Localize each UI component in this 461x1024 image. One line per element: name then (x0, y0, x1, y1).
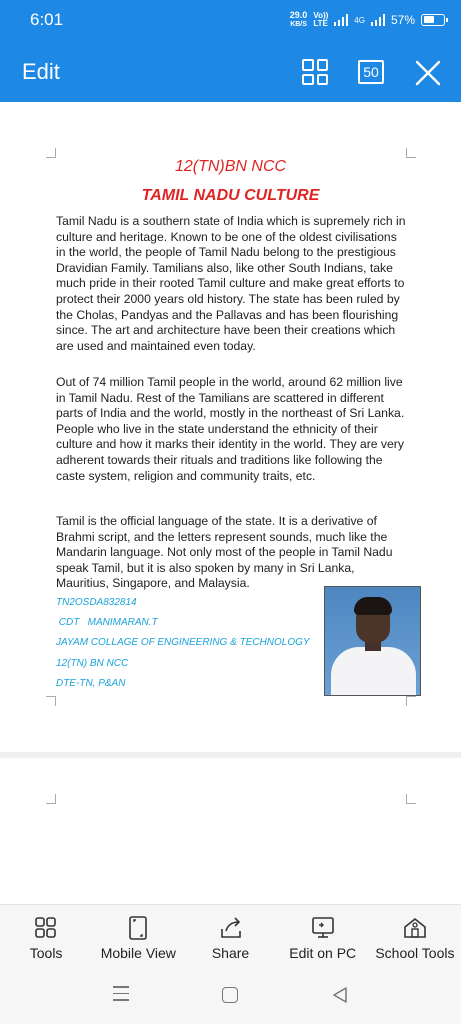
status-indicators (290, 11, 445, 29)
battery-percent: 57% (390, 13, 415, 27)
page-corner-mark (46, 794, 56, 804)
app-bar (0, 42, 461, 102)
page-corner-mark (406, 148, 416, 158)
signature-line: DTE-TN, P&AN (56, 678, 126, 689)
status-time: 6:01 (30, 10, 64, 29)
app-title[interactable]: Edit (22, 59, 60, 84)
bottom-toolbar (0, 904, 461, 968)
page-corner-mark (406, 696, 416, 706)
back-icon[interactable] (331, 986, 349, 1004)
paragraph-3: Tamil is the official language of the state. It is a derivative of Brahmi script, and the letters represent sounds, much like the Mandarin language. Not only most of the people in Tamil Nadu speak Tamil, but it is also spoken by many in Sri Lanka, Mauritius, Singapore, and Malaysia. (56, 514, 393, 591)
mobile-view-button[interactable]: Mobile View (92, 905, 184, 968)
paragraph-2: Out of 74 million Tamil people in the world, around 62 million live in Tamil Nadu. Rest of the Tamilians are scattered in different parts of India and the world, mostly in the northeast of Sri Lanka. People who live in the state understand the ethnicity of their culture and how it marks their identity in the world. They are very adherent towards their rituals and traditions like following the caste system, religion and community traits, etc. (56, 375, 405, 483)
document-title: TAMIL NADU CULTURE (141, 187, 320, 204)
grid-icon[interactable] (302, 59, 328, 85)
profile-photo (324, 586, 421, 696)
share-icon (218, 915, 244, 941)
network-speed: 29.0 KB/S (289, 10, 308, 28)
signal-icon (334, 14, 348, 26)
home-icon[interactable] (222, 987, 238, 1003)
status-bar (0, 0, 461, 42)
volte-indicator: Vo)) LTE (313, 11, 329, 28)
tools-icon (33, 915, 59, 941)
recent-apps-icon[interactable] (113, 986, 129, 1006)
tools-button[interactable]: Tools (0, 905, 92, 968)
school-tools-icon (402, 915, 428, 941)
share-button[interactable]: Share (184, 905, 276, 968)
network-type: 4G (354, 15, 365, 25)
battery-icon (421, 14, 445, 26)
document-area[interactable] (0, 102, 461, 904)
system-nav-bar (0, 968, 461, 1024)
signature-line: 12(TN) BN NCC (56, 658, 129, 669)
edit-on-pc-button[interactable]: Edit on PC (277, 905, 369, 968)
close-icon[interactable] (414, 59, 442, 87)
page-corner-mark (406, 794, 416, 804)
signature-line: CDT MANIMARAN.T (56, 617, 158, 628)
paragraph-1: Tamil Nadu is a southern state of India which is supremely rich in culture and heritage. Known to be one of the oldest civilisations in the world, the people of Tamil Nadu belong to the prestigious Dravidian Family. Tamilians also, like other South Indians, take much pride in their rooted Tamil culture and make great efforts to protect their 2000 years old history. The state has been ruled by the Cholas, Pandyas and the Pallavas and has been flourishing since. The art and architecture have been their creations which are used and maintained even today. (56, 214, 406, 353)
page-corner-mark (46, 696, 56, 706)
edit-on-pc-icon (310, 915, 336, 941)
page-corner-mark (46, 148, 56, 158)
signature-line: TN2OSDA832814 (56, 597, 137, 608)
signature-line: JAYAM COLLAGE OF ENGINEERING & TECHNOLOGY (56, 637, 310, 648)
document-heading: 12(TN)BN NCC (174, 158, 287, 175)
school-tools-button[interactable]: School Tools (369, 905, 461, 968)
page-divider (0, 752, 461, 758)
mobile-view-icon (125, 915, 151, 941)
page-count-button[interactable]: 50 (358, 60, 384, 84)
signal-icon-2 (371, 14, 385, 26)
